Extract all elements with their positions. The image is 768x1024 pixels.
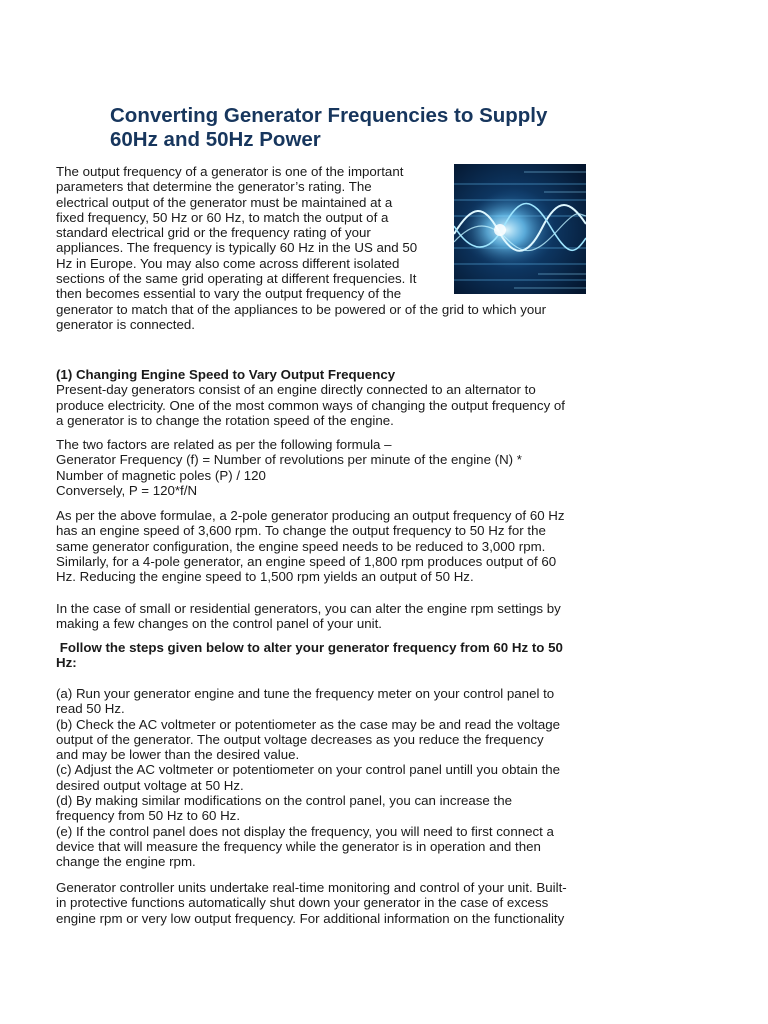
intro-line: The output frequency of a generator is one of the important [56,164,404,179]
step-line: (d) By making similar modifications on the control panel, you can increase the [56,793,513,809]
section-1-heading: (1) Changing Engine Speed to Vary Output Frequency [56,367,396,382]
steps-heading-line: Hz: [56,655,77,671]
example-line: has an engine speed of 3,600 rpm. To change the output frequency to 50 Hz for the [56,523,546,539]
example-line: Similarly, for a 4-pole generator, an engine speed of 1,800 rpm produces output of 60 [56,553,557,569]
step-line: desired output voltage at 50 Hz. [56,777,244,793]
example-line: same generator configuration, the engine speed needs to be reduced to 3,000 rpm. [56,538,546,554]
residential-line: In the case of small or residential generators, you can alter the engine rpm settings by [56,601,561,616]
title-line-1: Converting Generator Frequencies to Supply [110,104,548,127]
section-1-line: Present-day generators consist of an engine directly connected to an alternator to [56,382,536,398]
residential-paragraph [56,601,606,632]
step-line: (c) Adjust the AC voltmeter or potentiometer on your control panel untill you obtain the [56,762,561,778]
steps-list [56,686,606,870]
section-1-line: produce electricity. One of the most common ways of changing the output frequency of [56,397,566,413]
closing-paragraph [56,880,606,926]
intro-line: parameters that determine the generator’s rating. The [56,179,372,195]
example-line: As per the above formulae, a 2-pole generator producing an output frequency of 60 Hz [56,508,565,523]
intro-line: Hz in Europe. You may also come across different isolated [56,255,400,271]
formula-line: Number of magnetic poles (P) / 120 [56,467,266,483]
step-line: and may be lower than the desired value. [56,747,300,763]
example-paragraph [56,508,606,584]
intro-line: generator to match that of the appliances to be powered or of the grid to which your [56,301,547,317]
intro-line: electrical output of the generator must be maintained at a [56,194,393,210]
steps-heading [56,640,606,671]
formula-line: Generator Frequency (f) = Number of revolutions per minute of the engine (N) * [56,452,522,468]
step-line: (a) Run your generator engine and tune the frequency meter on your control panel to [56,686,555,701]
section-1 [56,367,606,428]
step-line: output of the generator. The output voltage decreases as you reduce the frequency [56,731,544,747]
step-line: read 50 Hz. [56,701,125,717]
step-line: (b) Check the AC voltmeter or potentiometer as the case may be and read the voltage [56,716,561,732]
step-line: device that will measure the frequency while the generator is in operation and then [56,838,541,854]
intro-line: sections of the same grid operating at different frequencies. It [56,271,417,287]
intro-line: standard electrical grid or the frequency rating of your [56,225,371,241]
step-line: (e) If the control panel does not display the frequency, you will need to first connect a [56,823,554,839]
step-line: frequency from 50 Hz to 60 Hz. [56,808,241,824]
title-line-2: 60Hz and 50Hz Power [110,128,321,151]
formula-line: The two factors are related as per the following formula – [56,437,392,452]
residential-line: making a few changes on the control panel of your unit. [56,616,382,632]
blue-light-waves-image [454,164,586,294]
page-title [110,104,630,152]
intro-paragraph [56,164,586,332]
formula-line: Conversely, P = 120*f/N [56,482,198,498]
steps-heading-line: Follow the steps given below to alter your generator frequency from 60 Hz to 50 [56,640,563,655]
step-line: change the engine rpm. [56,854,196,870]
closing-line: engine rpm or very low output frequency. For additional information on the functionality [56,910,565,926]
example-line: Hz. Reducing the engine speed to 1,500 rpm yields an output of 50 Hz. [56,569,474,585]
intro-line: generator is connected. [56,316,195,332]
section-1-line: a generator is to change the rotation speed of the engine. [56,412,394,428]
intro-line: then becomes essential to vary the output frequency of the [56,286,402,302]
intro-line: fixed frequency, 50 Hz or 60 Hz, to match the output of a [56,209,389,225]
closing-line: Generator controller units undertake real-time monitoring and control of your unit. Built- [56,880,567,895]
closing-line: in protective functions automatically shut down your generator in the case of excess [56,895,549,911]
intro-line: appliances. The frequency is typically 60 Hz in the US and 50 [56,240,418,256]
formula-paragraph [56,437,606,498]
